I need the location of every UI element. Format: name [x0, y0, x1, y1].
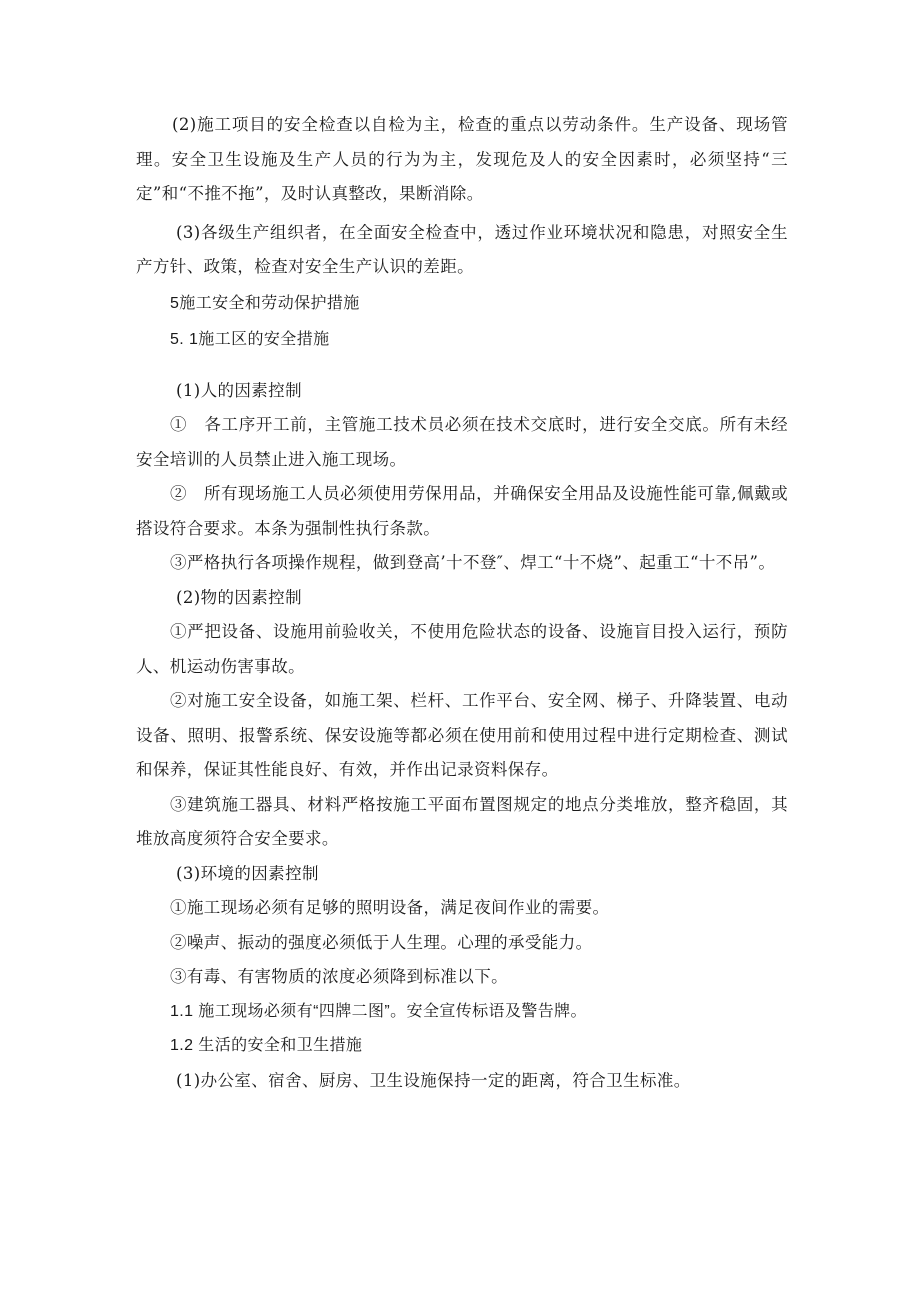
document-page	[136, 108, 788, 1098]
paragraph-material-3: ③建筑施工器具、材料严格按施工平面布置图规定的地点分类堆放，整齐稳固，其堆放高度须符合安全要求。	[136, 794, 788, 848]
paragraph-human-3: ③严格执行各项操作规程，做到登高’十不登″、焊工“十不烧”、起重工“十不吊”。	[170, 553, 776, 572]
section-heading-1-2: 1.2 生活的安全和卫生措施	[170, 1037, 363, 1054]
paragraph-material-2: ②对施工安全设备，如施工架、栏杆、工作平台、安全网、梯子、升降装置、电动设备、照明、报警系统、保安设施等都必须在使用前和使用过程中进行定期检查、测试和保养，保证其性能良好、有效，并作出记录资料保存。	[136, 691, 788, 779]
spacer	[136, 358, 788, 374]
paragraph-safety-inspection-focus: (2)施工项目的安全检查以自检为主，检查的重点以劳动条件。生产设备、现场管理。安全卫生设施及生产人员的行为为主，发现危及人的安全因素时，必须坚持“三定”和“不推不拖”，及时认真整改，果断消除。	[136, 115, 788, 203]
section-heading-5: 5施工安全和劳动保护措施	[170, 294, 360, 312]
subheading-material-factors: (2)物的因素控制	[176, 587, 302, 607]
subheading-human-factors: (1)人的因素控制	[176, 380, 302, 400]
paragraph-human-1: ① 各工序开工前，主管施工技术员必须在技术交底时，进行安全交底。所有未经安全培训的人员禁止进入施工现场。	[136, 415, 788, 469]
paragraph-living-1: (1)办公室、宿舍、厨房、卫生设施保持一定的距离，符合卫生标准。	[176, 1070, 691, 1090]
section-heading-5-1: 5. 1施工区的安全措施	[170, 331, 330, 348]
subheading-environment-factors: (3)环境的因素控制	[176, 863, 319, 883]
paragraph-environment-2: ②噪声、振动的强度必须低于人生理。心理的承受能力。	[170, 932, 593, 952]
section-heading-1-1: 1.1 施工现场必须有“四牌二图”。安全宣传标语及警告牌。	[170, 1002, 587, 1020]
paragraph-human-2: ② 所有现场施工人员必须使用劳保用品，并确保安全用品及设施性能可靠,佩戴或搭设符合要求。本条为强制性执行条款。	[136, 484, 788, 538]
paragraph-environment-3: ③有毒、有害物质的浓度必须降到标准以下。	[170, 967, 508, 986]
paragraph-material-1: ①严把设备、设施用前验收关，不使用危险状态的设备、设施盲目投入运行，预防人、机运动伤害事故。	[136, 622, 788, 676]
paragraph-organizers-inspection: (3)各级生产组织者，在全面安全检查中，透过作业环境状况和隐患，对照安全生产方针、政策，检查对安全生产认识的差距。	[136, 222, 788, 276]
paragraph-environment-1: ①施工现场必须有足够的照明设备，满足夜间作业的需要。	[170, 898, 610, 917]
